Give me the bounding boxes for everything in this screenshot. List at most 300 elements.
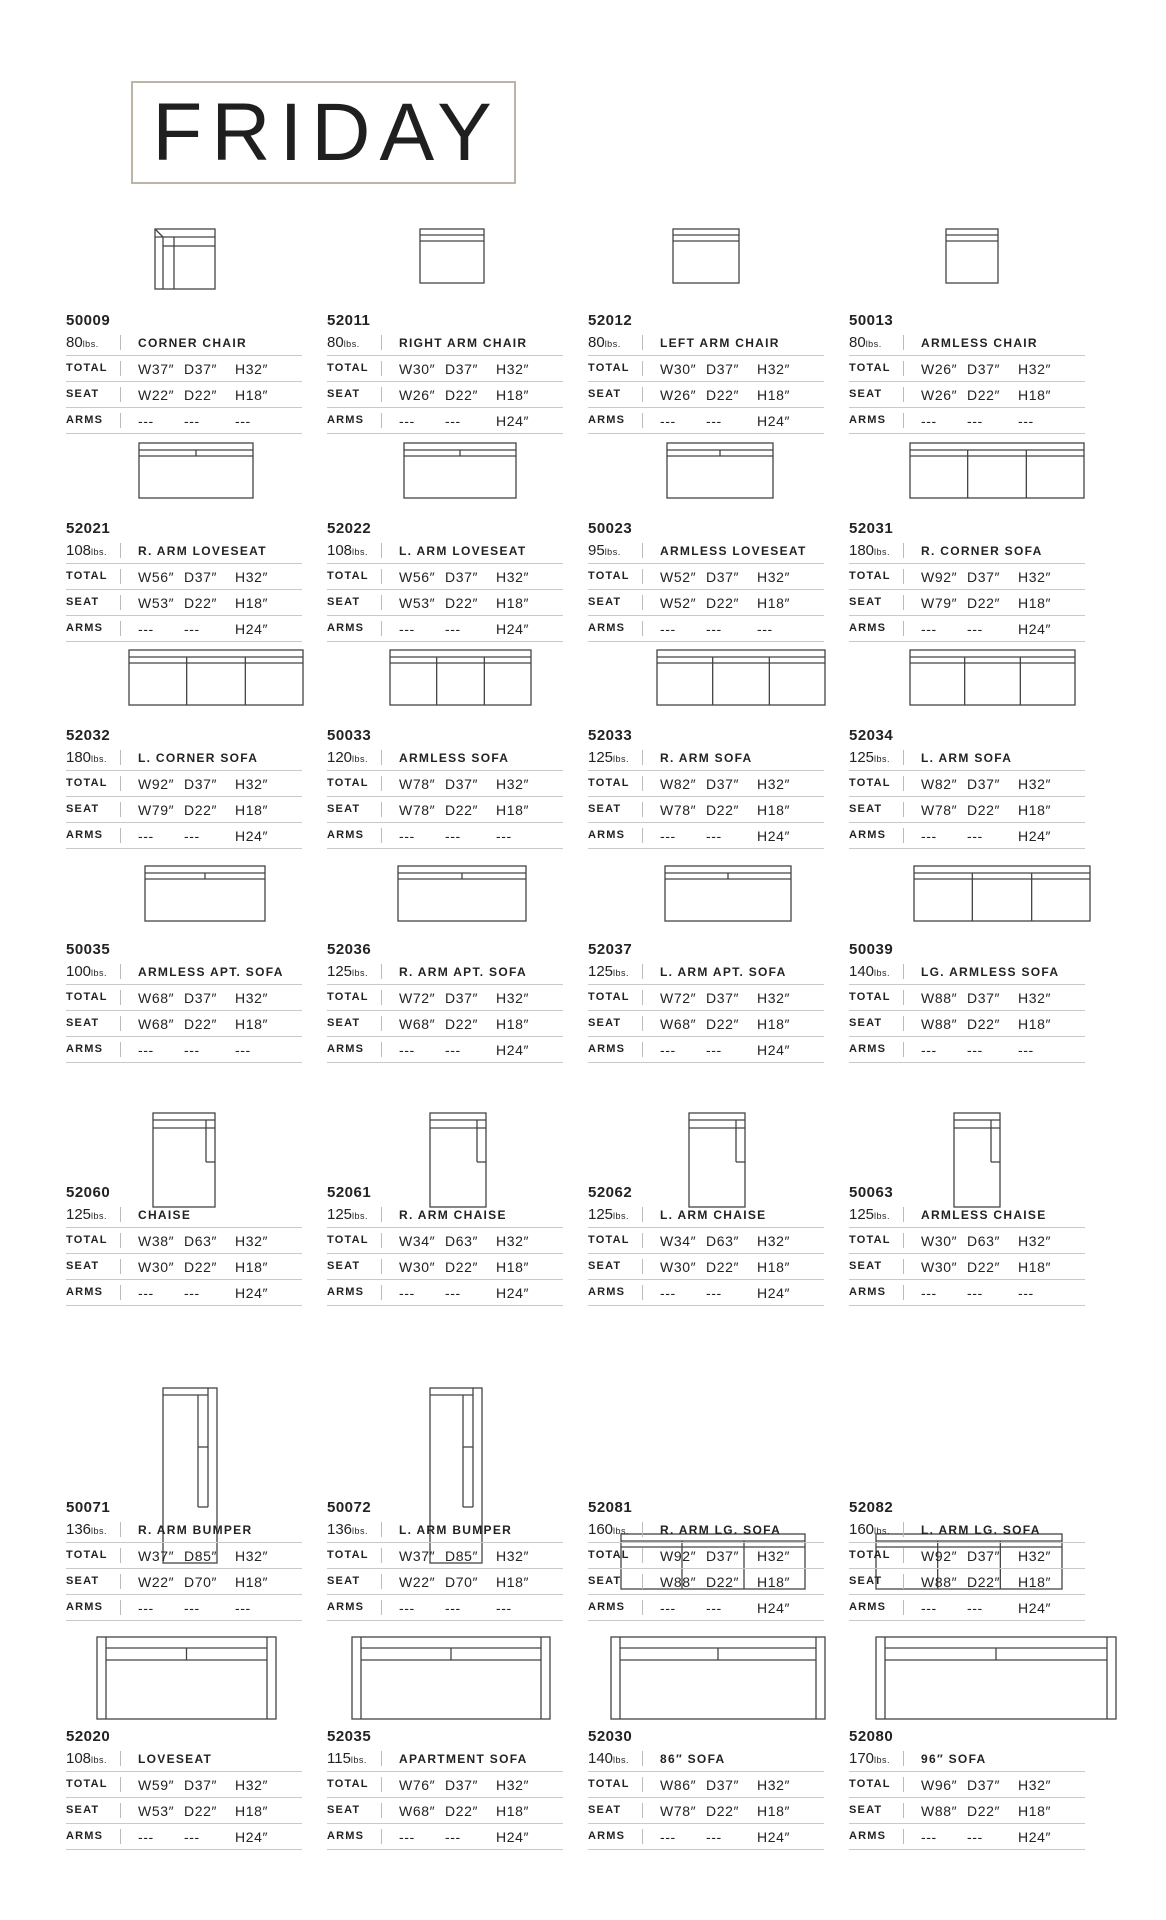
arms-height: H24″ [496, 1041, 530, 1058]
product-card [327, 1407, 563, 1616]
product-code: 50033 [327, 727, 372, 744]
total-dimensions [121, 1777, 285, 1793]
arms-height: H24″ [496, 1828, 530, 1845]
total-width: W34″ [660, 1232, 697, 1249]
total-width: W68″ [138, 989, 175, 1006]
total-width: W82″ [660, 775, 697, 792]
total-height: H32″ [757, 568, 791, 585]
seat-row [327, 797, 563, 823]
product-card [588, 849, 824, 1058]
seat-width: W78″ [660, 1802, 697, 1819]
total-width: W37″ [138, 1547, 175, 1564]
seat-label: SEAT [66, 802, 121, 817]
weight [66, 1522, 121, 1537]
seat-dimensions [643, 1574, 807, 1590]
total-width: W92″ [660, 1547, 697, 1564]
seat-height: H18″ [235, 1258, 269, 1275]
arms-dimensions [121, 1042, 285, 1058]
weight-unit: lbs. [91, 547, 108, 557]
seat-height: H18″ [757, 1802, 791, 1819]
seat-depth: D22″ [706, 386, 740, 403]
seat-dimensions [904, 1803, 1068, 1819]
seat-row [327, 1798, 563, 1824]
weight-name-row [588, 745, 824, 771]
product-card [588, 220, 824, 429]
total-height: H32″ [496, 360, 530, 377]
product-code: 52031 [849, 520, 894, 537]
product-name: LOVESEAT [138, 1751, 213, 1766]
total-row [327, 771, 563, 797]
seat-depth: D22″ [184, 801, 218, 818]
arms-depth: --- [706, 620, 722, 637]
arms-width: --- [921, 1284, 937, 1301]
weight-unit: lbs. [352, 754, 369, 764]
spec-table [66, 726, 302, 849]
arms-dimensions [904, 828, 1068, 844]
total-dimensions [904, 990, 1068, 1006]
arms-row [327, 823, 563, 849]
spec-table [849, 726, 1085, 849]
weight-name-row [849, 959, 1085, 985]
weight-unit: lbs. [874, 754, 891, 764]
weight-unit: lbs. [874, 547, 891, 557]
arms-width: --- [399, 827, 415, 844]
spec-table [588, 940, 824, 1063]
furniture-diagram-corner-chair [154, 228, 216, 290]
arms-depth: --- [967, 1284, 983, 1301]
arms-width: --- [921, 1041, 937, 1058]
total-depth: D63″ [967, 1232, 1001, 1249]
arms-label: ARMS [588, 413, 643, 428]
seat-label: SEAT [849, 802, 904, 817]
seat-label: SEAT [588, 802, 643, 817]
seat-width: W53″ [138, 594, 175, 611]
arms-width: --- [921, 620, 937, 637]
total-dimensions [643, 569, 807, 585]
weight [327, 335, 382, 350]
seat-label: SEAT [588, 1574, 643, 1589]
weight-name-row [588, 959, 824, 985]
arms-depth: --- [967, 1041, 983, 1058]
product-code: 52060 [66, 1184, 111, 1201]
product-card [849, 849, 1085, 1058]
seat-label: SEAT [66, 1259, 121, 1274]
weight-value: 115 [327, 1750, 351, 1767]
brand-name: FRIDAY [152, 86, 501, 178]
seat-width: W78″ [660, 801, 697, 818]
weight-name-row [588, 1746, 824, 1772]
arms-width: --- [399, 1041, 415, 1058]
seat-depth: D22″ [706, 594, 740, 611]
seat-row [849, 1798, 1085, 1824]
product-code: 52036 [327, 941, 372, 958]
weight-name-row [849, 1517, 1085, 1543]
seat-row [588, 1798, 824, 1824]
weight-name-row [66, 330, 302, 356]
total-height: H32″ [757, 775, 791, 792]
total-height: H32″ [1018, 568, 1052, 585]
arms-width: --- [138, 412, 154, 429]
weight-value: 120 [327, 749, 353, 766]
weight [327, 1522, 382, 1537]
product-code: 52062 [588, 1184, 633, 1201]
total-dimensions [643, 776, 807, 792]
seat-dimensions [121, 802, 285, 818]
seat-width: W88″ [660, 1573, 697, 1590]
total-height: H32″ [235, 775, 269, 792]
product-card [66, 635, 302, 844]
seat-dimensions [382, 595, 546, 611]
seat-height: H18″ [496, 1258, 530, 1275]
arms-dimensions [121, 1600, 285, 1616]
arms-dimensions [382, 413, 546, 429]
furniture-diagram-chair [419, 228, 485, 284]
furniture-diagram-chair [672, 228, 740, 284]
seat-height: H18″ [235, 1573, 269, 1590]
seat-depth: D22″ [967, 594, 1001, 611]
total-height: H32″ [757, 1776, 791, 1793]
seat-depth: D22″ [706, 1258, 740, 1275]
furniture-diagram-sofa2arms [875, 1636, 1117, 1720]
seat-height: H18″ [496, 594, 530, 611]
seat-depth: D70″ [184, 1573, 218, 1590]
total-row [588, 771, 824, 797]
weight-unit: lbs. [874, 1755, 891, 1765]
weight-value: 125 [588, 963, 614, 980]
total-width: W37″ [399, 1547, 436, 1564]
arms-width: --- [660, 1828, 676, 1845]
total-row [327, 1772, 563, 1798]
arms-dimensions [382, 1042, 546, 1058]
total-dimensions [121, 776, 285, 792]
spec-table [66, 519, 302, 642]
product-card [327, 635, 563, 844]
product-code: 52020 [66, 1728, 111, 1745]
total-row [327, 564, 563, 590]
seat-label: SEAT [849, 387, 904, 402]
arms-dimensions [904, 1285, 1068, 1301]
weight-name-row [588, 538, 824, 564]
total-depth: D37″ [445, 360, 479, 377]
total-depth: D37″ [184, 989, 218, 1006]
arms-dimensions [382, 1285, 546, 1301]
total-label: TOTAL [588, 990, 643, 1005]
total-width: W88″ [921, 989, 958, 1006]
total-label: TOTAL [588, 1777, 643, 1792]
spec-table [66, 1498, 302, 1621]
seat-dimensions [904, 802, 1068, 818]
arms-label: ARMS [66, 413, 121, 428]
weight-unit: lbs. [874, 968, 891, 978]
arms-dimensions [121, 1829, 285, 1845]
total-row [327, 356, 563, 382]
product-code: 50063 [849, 1184, 894, 1201]
total-row [66, 1543, 302, 1569]
weight-unit: lbs. [865, 339, 882, 349]
weight-unit: lbs. [352, 547, 369, 557]
weight-value: 140 [588, 1750, 614, 1767]
arms-row [327, 1595, 563, 1621]
arms-dimensions [382, 1829, 546, 1845]
total-width: W78″ [399, 775, 436, 792]
arms-height: --- [496, 1599, 512, 1616]
weight [849, 964, 904, 979]
product-code: 52035 [327, 1728, 372, 1745]
total-row [849, 1772, 1085, 1798]
weight-name-row [66, 959, 302, 985]
seat-dimensions [121, 1259, 285, 1275]
arms-depth: --- [184, 620, 200, 637]
arms-dimensions [382, 1600, 546, 1616]
spec-table [849, 1727, 1085, 1850]
total-row [66, 985, 302, 1011]
arms-height: H24″ [235, 827, 269, 844]
arms-width: --- [399, 1599, 415, 1616]
product-name: ARMLESS CHAIR [921, 335, 1038, 350]
total-depth: D37″ [184, 568, 218, 585]
total-label: TOTAL [66, 1233, 121, 1248]
seat-depth: D70″ [445, 1573, 479, 1590]
seat-label: SEAT [849, 595, 904, 610]
weight-name-row [327, 745, 563, 771]
arms-height: H24″ [757, 1828, 791, 1845]
total-width: W30″ [399, 360, 436, 377]
weight [588, 1522, 643, 1537]
arms-label: ARMS [849, 828, 904, 843]
weight-name-row [588, 330, 824, 356]
total-label: TOTAL [327, 1548, 382, 1563]
arms-row [66, 823, 302, 849]
seat-dimensions [121, 1803, 285, 1819]
arms-height: H24″ [757, 1599, 791, 1616]
total-width: W92″ [138, 775, 175, 792]
total-width: W56″ [138, 568, 175, 585]
total-width: W72″ [660, 989, 697, 1006]
total-label: TOTAL [849, 569, 904, 584]
total-width: W86″ [660, 1776, 697, 1793]
weight-unit: lbs. [91, 1526, 108, 1536]
weight [849, 543, 904, 558]
arms-label: ARMS [588, 1042, 643, 1057]
arms-row [849, 823, 1085, 849]
arms-label: ARMS [327, 413, 382, 428]
total-dimensions [382, 569, 546, 585]
arms-width: --- [138, 1599, 154, 1616]
seat-width: W52″ [660, 594, 697, 611]
seat-width: W79″ [138, 801, 175, 818]
weight-value: 125 [327, 963, 353, 980]
total-width: W56″ [399, 568, 436, 585]
furniture-diagram-loveseat [397, 865, 527, 922]
weight-name-row [66, 1746, 302, 1772]
weight-unit: lbs. [874, 1211, 891, 1221]
weight-value: 125 [66, 1206, 92, 1223]
seat-height: H18″ [496, 1015, 530, 1032]
total-label: TOTAL [849, 776, 904, 791]
seat-height: H18″ [1018, 1573, 1052, 1590]
arms-label: ARMS [849, 1829, 904, 1844]
seat-row [327, 1569, 563, 1595]
arms-label: ARMS [588, 828, 643, 843]
seat-width: W53″ [399, 594, 436, 611]
seat-label: SEAT [588, 595, 643, 610]
total-dimensions [904, 361, 1068, 377]
arms-row [588, 823, 824, 849]
total-dimensions [382, 776, 546, 792]
seat-depth: D22″ [184, 1258, 218, 1275]
product-name: R. ARM LOVESEAT [138, 543, 267, 558]
product-code: 52081 [588, 1499, 633, 1516]
product-name: R. ARM BUMPER [138, 1522, 253, 1537]
total-depth: D85″ [184, 1547, 218, 1564]
arms-label: ARMS [327, 1829, 382, 1844]
total-row [66, 1772, 302, 1798]
seat-height: H18″ [757, 594, 791, 611]
seat-row [588, 1011, 824, 1037]
arms-depth: --- [184, 1284, 200, 1301]
seat-width: W53″ [138, 1802, 175, 1819]
total-dimensions [121, 990, 285, 1006]
arms-label: ARMS [66, 621, 121, 636]
seat-depth: D22″ [706, 1573, 740, 1590]
seat-depth: D22″ [445, 594, 479, 611]
seat-dimensions [643, 1016, 807, 1032]
seat-height: H18″ [1018, 386, 1052, 403]
spec-table [66, 1727, 302, 1850]
product-code: 50071 [66, 1499, 111, 1516]
total-label: TOTAL [327, 361, 382, 376]
total-dimensions [904, 1777, 1068, 1793]
total-label: TOTAL [588, 569, 643, 584]
spec-table [66, 311, 302, 434]
spec-table [66, 1183, 302, 1306]
seat-dimensions [643, 1803, 807, 1819]
product-card [327, 1092, 563, 1301]
total-row [327, 985, 563, 1011]
total-depth: D37″ [445, 1776, 479, 1793]
product-card [327, 849, 563, 1058]
product-code: 52011 [327, 312, 371, 329]
spec-table [327, 940, 563, 1063]
product-code: 50039 [849, 941, 894, 958]
seat-width: W22″ [399, 1573, 436, 1590]
seat-label: SEAT [588, 1259, 643, 1274]
seat-height: H18″ [235, 801, 269, 818]
product-card [327, 1636, 563, 1845]
total-height: H32″ [496, 1547, 530, 1564]
product-code: 52080 [849, 1728, 894, 1745]
total-height: H32″ [757, 360, 791, 377]
arms-label: ARMS [588, 621, 643, 636]
arms-height: H24″ [757, 1284, 791, 1301]
spec-table [327, 519, 563, 642]
arms-width: --- [660, 827, 676, 844]
arms-height: H24″ [757, 412, 791, 429]
product-name: ARMLESS SOFA [399, 750, 510, 765]
weight-name-row [849, 330, 1085, 356]
seat-label: SEAT [327, 1016, 382, 1031]
total-height: H32″ [235, 568, 269, 585]
product-card [66, 428, 302, 637]
total-row [66, 771, 302, 797]
total-dimensions [382, 990, 546, 1006]
arms-height: H24″ [1018, 1828, 1052, 1845]
spec-table [849, 1498, 1085, 1621]
arms-row [588, 1037, 824, 1063]
arms-height: H24″ [496, 620, 530, 637]
weight-unit: lbs. [352, 968, 369, 978]
arms-depth: --- [184, 827, 200, 844]
seat-height: H18″ [757, 801, 791, 818]
total-label: TOTAL [588, 1233, 643, 1248]
seat-height: H18″ [1018, 594, 1052, 611]
seat-width: W68″ [399, 1802, 436, 1819]
seat-width: W30″ [399, 1258, 436, 1275]
weight-unit: lbs. [82, 339, 99, 349]
product-name: R. ARM LG. SOFA [660, 1522, 782, 1537]
total-dimensions [643, 1777, 807, 1793]
weight [588, 964, 643, 979]
arms-dimensions [643, 413, 807, 429]
total-width: W92″ [921, 568, 958, 585]
total-dimensions [382, 1548, 546, 1564]
total-dimensions [382, 361, 546, 377]
seat-label: SEAT [66, 595, 121, 610]
total-depth: D37″ [445, 775, 479, 792]
weight-value: 136 [327, 1521, 353, 1538]
weight-name-row [66, 1202, 302, 1228]
total-dimensions [121, 569, 285, 585]
weight-unit: lbs. [91, 754, 108, 764]
weight-name-row [327, 959, 563, 985]
product-name: 96″ SOFA [921, 1751, 987, 1766]
weight [327, 543, 382, 558]
seat-width: W78″ [399, 801, 436, 818]
seat-depth: D22″ [445, 1802, 479, 1819]
weight-value: 140 [849, 963, 875, 980]
weight-unit: lbs. [613, 1211, 630, 1221]
product-card [327, 428, 563, 637]
product-code: 52037 [588, 941, 633, 958]
weight [588, 335, 643, 350]
seat-dimensions [382, 802, 546, 818]
product-name: L. ARM LOVESEAT [399, 543, 527, 558]
arms-depth: --- [706, 827, 722, 844]
product-name: ARMLESS LOVESEAT [660, 543, 807, 558]
total-height: H32″ [496, 1776, 530, 1793]
weight-name-row [849, 745, 1085, 771]
seat-width: W88″ [921, 1802, 958, 1819]
furniture-diagram-sofa3 [913, 865, 1091, 922]
product-card [849, 1407, 1085, 1616]
seat-depth: D22″ [967, 801, 1001, 818]
arms-row [66, 1595, 302, 1621]
arms-dimensions [643, 1829, 807, 1845]
arms-depth: --- [706, 1828, 722, 1845]
arms-dimensions [643, 828, 807, 844]
spec-table [849, 1183, 1085, 1306]
total-width: W26″ [921, 360, 958, 377]
total-width: W30″ [660, 360, 697, 377]
total-row [849, 356, 1085, 382]
weight [849, 750, 904, 765]
arms-dimensions [904, 413, 1068, 429]
arms-width: --- [660, 1041, 676, 1058]
arms-row [588, 1280, 824, 1306]
total-dimensions [643, 1233, 807, 1249]
arms-height: --- [757, 620, 773, 637]
arms-height: H24″ [496, 1284, 530, 1301]
